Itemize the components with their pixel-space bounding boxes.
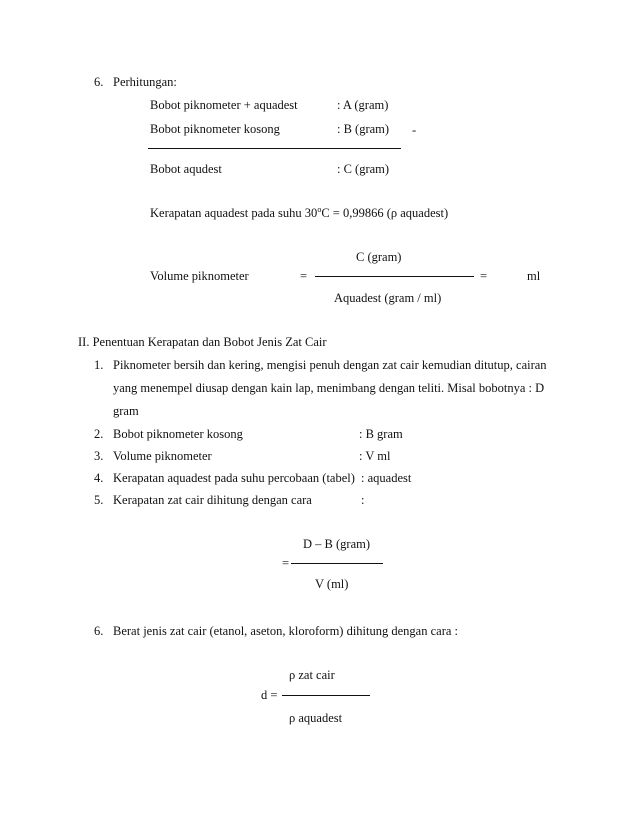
equals-sign: = [282, 556, 290, 570]
density-statement: Kerapatan aquadest pada suhu $30^oC = 0,99866$ (ρ aquadest) [150, 205, 449, 220]
unit-label: ml [527, 269, 541, 283]
volume-numerator: C (gram) [356, 250, 402, 264]
list-value: : V ml [359, 449, 391, 463]
volume-label: Volume piknometer [150, 269, 249, 283]
row-label: Bobot piknometer kosong [150, 122, 280, 136]
equals-sign: d = [261, 688, 278, 702]
list-text-line: Berat jenis zat cair (etanol, aseton, kloroform) dihitung dengan cara : [113, 624, 459, 638]
list-label: Kerapatan zat cair dihitung dengan cara [113, 493, 312, 507]
list-label: Bobot piknometer kosong [113, 427, 243, 441]
list-value: : aquadest [361, 471, 412, 485]
fraction-bar [291, 563, 383, 564]
formula-numerator: D – B (gram) [303, 537, 370, 551]
volume-denominator: Aquadest (gram / ml) [334, 291, 442, 305]
minus-sign: - [412, 123, 417, 137]
list-value: : [361, 493, 365, 507]
list-label: Kerapatan aquadest pada suhu percobaan (tabel) [113, 471, 355, 485]
equals-sign: = [300, 269, 308, 283]
list-number: 6. [94, 624, 104, 638]
row-value: : A (gram) [337, 98, 389, 112]
list-text-line: yang menempel diusap dengan kain lap, menimbang dengan teliti. Misal bobotnya : D [113, 381, 545, 395]
list-number: 6. [94, 75, 104, 89]
list-value: : B gram [359, 427, 403, 441]
list-number: 4. [94, 471, 104, 485]
equals-sign: = [480, 269, 488, 283]
list-number: 2. [94, 427, 104, 441]
formula-denominator: ρ aquadest [289, 711, 343, 725]
fraction-bar [315, 276, 474, 277]
formula-denominator: V (ml) [315, 577, 349, 591]
section-title: Perhitungan: [113, 75, 177, 89]
list-text-line: Piknometer bersih dan kering, mengisi penuh dengan zat cair kemudian ditutup, cairan [113, 358, 547, 372]
row-label: Bobot aqudest [150, 162, 222, 176]
formula-numerator: ρ zat cair [289, 668, 335, 682]
row-value: : B (gram) [337, 122, 390, 136]
list-text-line: gram [113, 404, 139, 418]
list-number: 5. [94, 493, 104, 507]
list-number: 3. [94, 449, 104, 463]
list-number: 1. [94, 358, 104, 372]
section-heading: II. Penentuan Kerapatan dan Bobot Jenis Zat Cair [78, 335, 327, 349]
fraction-bar [282, 695, 370, 696]
row-value: : C (gram) [337, 162, 390, 176]
list-label: Volume piknometer [113, 449, 212, 463]
row-label: Bobot piknometer + aquadest [150, 98, 298, 112]
sum-divider [148, 148, 401, 149]
